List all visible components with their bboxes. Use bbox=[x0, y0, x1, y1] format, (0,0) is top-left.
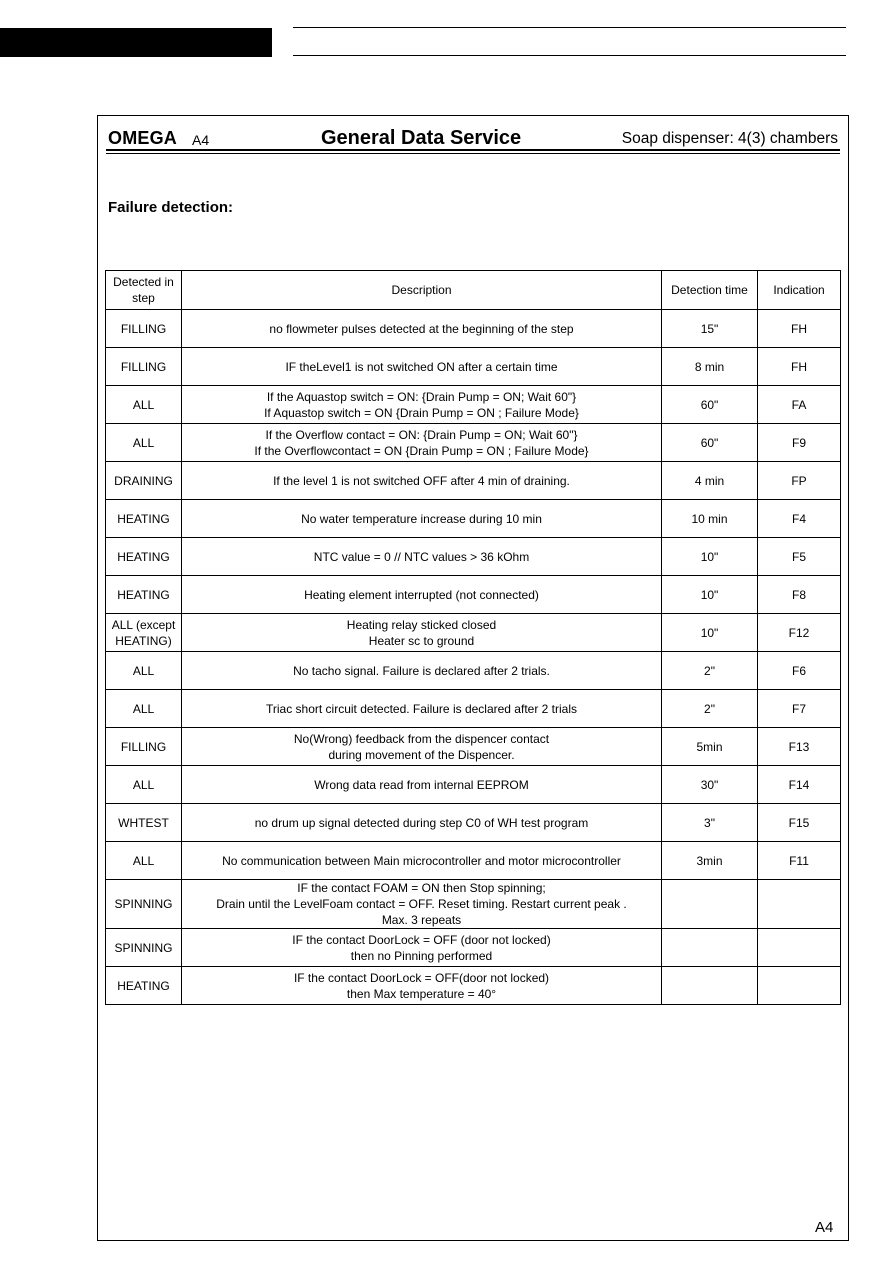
cell-indication: FH bbox=[758, 310, 841, 348]
cell-detection-time: 5min bbox=[662, 728, 758, 766]
header-rule-thin bbox=[106, 153, 840, 154]
cell-indication bbox=[758, 880, 841, 929]
cell-description: If the Aquastop switch = ON: {Drain Pump = ON; Wait 60"} If Aquastop switch = ON {Drain Pump = ON ; Failure Mode} bbox=[182, 386, 662, 424]
cell-description: No water temperature increase during 10 min bbox=[182, 500, 662, 538]
document-title: General Data Service bbox=[321, 127, 522, 149]
cell-indication: F12 bbox=[758, 614, 841, 652]
column-header-indication: Indication bbox=[758, 271, 841, 310]
cell-indication: F11 bbox=[758, 842, 841, 880]
cell-description: If the Overflow contact = ON: {Drain Pump = ON; Wait 60"} If the Overflowcontact = ON {Drain Pump = ON ; Failure Mode} bbox=[182, 424, 662, 462]
cell-indication: F7 bbox=[758, 690, 841, 728]
cell-indication: F13 bbox=[758, 728, 841, 766]
cell-detection-time bbox=[662, 967, 758, 1005]
failure-detection-table bbox=[105, 270, 841, 1005]
cell-indication: F6 bbox=[758, 652, 841, 690]
column-header-detection-time: Detection time bbox=[662, 271, 758, 310]
cell-step: ALL bbox=[106, 652, 182, 690]
document-subtitle: Soap dispenser: 4(3) chambers bbox=[621, 130, 838, 147]
table-row bbox=[106, 652, 841, 690]
cell-description: Heating element interrupted (not connected) bbox=[182, 576, 662, 614]
table-row bbox=[106, 967, 841, 1005]
cell-step: ALL bbox=[106, 842, 182, 880]
table-row bbox=[106, 880, 841, 929]
cell-detection-time: 10" bbox=[662, 576, 758, 614]
cell-indication: F4 bbox=[758, 500, 841, 538]
page-number: A4 bbox=[815, 1219, 834, 1236]
column-header-description: Description bbox=[182, 271, 662, 310]
cell-description: IF the contact DoorLock = OFF (door not locked) then no Pinning performed bbox=[182, 929, 662, 967]
cell-step: ALL bbox=[106, 386, 182, 424]
cell-step: ALL (except HEATING) bbox=[106, 614, 182, 652]
table-body bbox=[106, 310, 841, 1005]
cell-step: HEATING bbox=[106, 538, 182, 576]
cell-description: no flowmeter pulses detected at the beginning of the step bbox=[182, 310, 662, 348]
cell-detection-time: 3" bbox=[662, 804, 758, 842]
table-row bbox=[106, 424, 841, 462]
column-header-step: Detected in step bbox=[106, 271, 182, 310]
top-rule-lower bbox=[293, 55, 846, 56]
cell-indication: F14 bbox=[758, 766, 841, 804]
cell-indication: F8 bbox=[758, 576, 841, 614]
table-row bbox=[106, 728, 841, 766]
cell-step: FILLING bbox=[106, 310, 182, 348]
cell-indication: FA bbox=[758, 386, 841, 424]
cell-indication: FP bbox=[758, 462, 841, 500]
cell-detection-time: 15" bbox=[662, 310, 758, 348]
cell-step: FILLING bbox=[106, 728, 182, 766]
brand-name: OMEGA bbox=[108, 128, 178, 148]
cell-indication bbox=[758, 967, 841, 1005]
table-row bbox=[106, 929, 841, 967]
table-row bbox=[106, 842, 841, 880]
cell-indication: F15 bbox=[758, 804, 841, 842]
table-row bbox=[106, 538, 841, 576]
cell-step: FILLING bbox=[106, 348, 182, 386]
cell-detection-time: 2" bbox=[662, 652, 758, 690]
cell-description: Triac short circuit detected. Failure is declared after 2 trials bbox=[182, 690, 662, 728]
cell-detection-time: 10" bbox=[662, 538, 758, 576]
section-title: Failure detection: bbox=[108, 199, 234, 216]
cell-step: SPINNING bbox=[106, 880, 182, 929]
table-row bbox=[106, 804, 841, 842]
cell-description: No(Wrong) feedback from the dispencer contact during movement of the Dispencer. bbox=[182, 728, 662, 766]
document-header bbox=[106, 127, 840, 151]
cell-description: No communication between Main microcontroller and motor microcontroller bbox=[182, 842, 662, 880]
table-row bbox=[106, 310, 841, 348]
cell-indication: F5 bbox=[758, 538, 841, 576]
cell-detection-time: 10" bbox=[662, 614, 758, 652]
cell-description: Wrong data read from internal EEPROM bbox=[182, 766, 662, 804]
table-row bbox=[106, 614, 841, 652]
cell-step: ALL bbox=[106, 424, 182, 462]
cell-step: HEATING bbox=[106, 576, 182, 614]
cell-step: HEATING bbox=[106, 967, 182, 1005]
cell-description: Heating relay sticked closed Heater sc to ground bbox=[182, 614, 662, 652]
cell-detection-time: 60" bbox=[662, 424, 758, 462]
table-row bbox=[106, 766, 841, 804]
top-rule-upper bbox=[293, 27, 846, 28]
table-row bbox=[106, 386, 841, 424]
cell-detection-time: 10 min bbox=[662, 500, 758, 538]
cell-detection-time: 4 min bbox=[662, 462, 758, 500]
cell-description: no drum up signal detected during step C0 of WH test program bbox=[182, 804, 662, 842]
cell-description: IF the contact DoorLock = OFF(door not locked) then Max temperature = 40° bbox=[182, 967, 662, 1005]
cell-indication: F9 bbox=[758, 424, 841, 462]
cell-description: No tacho signal. Failure is declared after 2 trials. bbox=[182, 652, 662, 690]
cell-step: ALL bbox=[106, 690, 182, 728]
cell-description: IF the contact FOAM = ON then Stop spinning; Drain until the LevelFoam contact = OFF. Reset timing. Restart current peak . Max. 3 repeats bbox=[182, 880, 662, 929]
cell-step: ALL bbox=[106, 766, 182, 804]
cell-step: SPINNING bbox=[106, 929, 182, 967]
cell-indication bbox=[758, 929, 841, 967]
cell-description: NTC value = 0 // NTC values > 36 kOhm bbox=[182, 538, 662, 576]
cell-indication: FH bbox=[758, 348, 841, 386]
cell-detection-time: 3min bbox=[662, 842, 758, 880]
cell-detection-time: 8 min bbox=[662, 348, 758, 386]
cell-detection-time: 30" bbox=[662, 766, 758, 804]
table-row bbox=[106, 500, 841, 538]
table-row bbox=[106, 462, 841, 500]
brand-code: A4 bbox=[192, 132, 210, 148]
cell-detection-time bbox=[662, 929, 758, 967]
cell-detection-time bbox=[662, 880, 758, 929]
header-rule-thick bbox=[106, 149, 840, 151]
cell-step: HEATING bbox=[106, 500, 182, 538]
cell-step: WHTEST bbox=[106, 804, 182, 842]
top-black-bar bbox=[0, 28, 272, 57]
table-row bbox=[106, 348, 841, 386]
cell-step: DRAINING bbox=[106, 462, 182, 500]
table-row bbox=[106, 690, 841, 728]
cell-detection-time: 2" bbox=[662, 690, 758, 728]
cell-description: If the level 1 is not switched OFF after 4 min of draining. bbox=[182, 462, 662, 500]
cell-detection-time: 60" bbox=[662, 386, 758, 424]
table-header-row bbox=[106, 271, 841, 310]
cell-description: IF theLevel1 is not switched ON after a certain time bbox=[182, 348, 662, 386]
table-row bbox=[106, 576, 841, 614]
